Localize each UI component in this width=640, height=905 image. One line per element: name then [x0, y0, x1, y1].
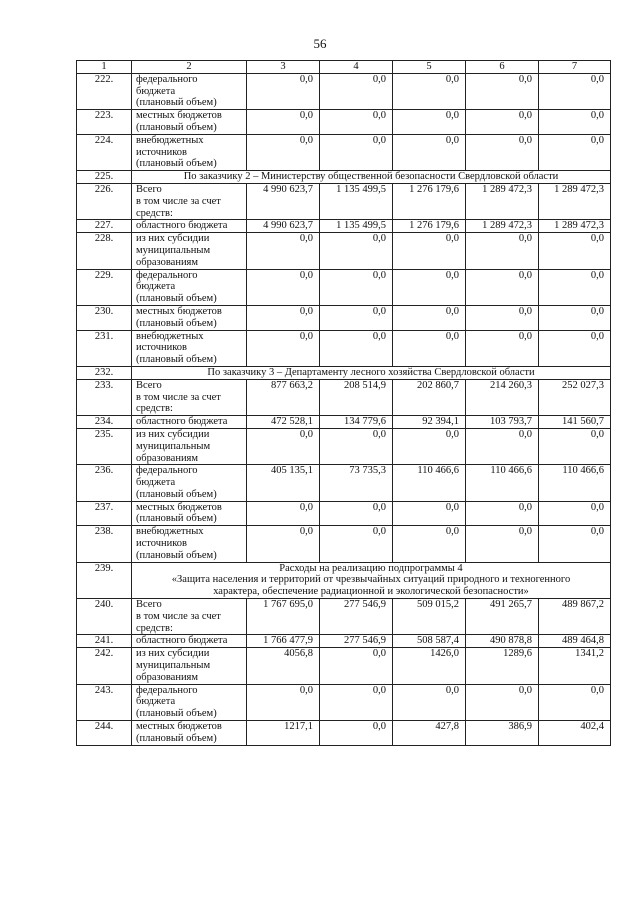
value-cell: 0,0	[393, 526, 466, 562]
row-label-line: (плановый объем)	[136, 158, 217, 170]
row-label-line: бюджета	[136, 477, 176, 489]
row-label-line: бюджета	[136, 85, 176, 97]
table-row	[77, 684, 611, 720]
row-label-line: (плановый объем)	[136, 293, 217, 305]
value-cell: 0,0	[320, 721, 393, 746]
value-cell: 0,0	[393, 134, 466, 170]
row-number: 243.	[77, 684, 132, 720]
value-cell: 0,0	[466, 526, 539, 562]
column-header: 3	[247, 61, 320, 74]
row-label	[132, 183, 247, 219]
value-cell: 508 587,4	[393, 635, 466, 648]
value-cell: 110 466,6	[539, 465, 611, 501]
row-label	[132, 721, 247, 746]
value-cell: 0,0	[466, 428, 539, 464]
page-number: 56	[313, 36, 327, 51]
table-row	[77, 330, 611, 366]
table-row	[77, 428, 611, 464]
row-label-line: федерального	[136, 465, 198, 477]
value-cell: 214 260,3	[466, 379, 539, 415]
column-header: 2	[132, 61, 247, 74]
row-label	[132, 684, 247, 720]
value-cell: 1 135 499,5	[320, 220, 393, 233]
value-cell: 0,0	[393, 269, 466, 305]
value-cell: 0,0	[393, 428, 466, 464]
row-label	[132, 110, 247, 135]
table-row	[77, 379, 611, 415]
row-label	[132, 428, 247, 464]
section-row	[77, 562, 611, 598]
column-header: 6	[466, 61, 539, 74]
value-cell: 134 779,6	[320, 416, 393, 429]
row-label-line: внебюджетных	[136, 526, 204, 538]
row-label-line: средств:	[136, 403, 173, 415]
row-number: 227.	[77, 220, 132, 233]
value-cell: 1 766 477,9	[247, 635, 320, 648]
value-cell: 0,0	[320, 73, 393, 109]
value-cell: 0,0	[247, 684, 320, 720]
section-row	[77, 366, 611, 379]
row-label-line: источников	[136, 342, 188, 354]
row-label-line: местных бюджетов	[136, 501, 222, 513]
value-cell: 1 289 472,3	[539, 183, 611, 219]
table-row	[77, 73, 611, 109]
value-cell: 1 767 695,0	[247, 599, 320, 635]
row-label-line: федерального	[136, 269, 198, 281]
table-row	[77, 416, 611, 429]
value-cell: 402,4	[539, 721, 611, 746]
row-label-line: в том числе за счет	[136, 610, 221, 622]
section-title	[132, 171, 611, 184]
value-cell: 0,0	[539, 233, 611, 269]
row-number: 242.	[77, 648, 132, 684]
value-cell: 4 990 623,7	[247, 220, 320, 233]
value-cell: 0,0	[393, 501, 466, 526]
row-number: 226.	[77, 183, 132, 219]
row-label-line: внебюджетных	[136, 330, 204, 342]
value-cell: 202 860,7	[393, 379, 466, 415]
table-row	[77, 269, 611, 305]
row-label-line: областного бюджета	[136, 416, 228, 428]
row-label-line: из них субсидии	[136, 428, 210, 440]
row-label-line: муниципальным	[136, 244, 211, 256]
value-cell: 0,0	[247, 305, 320, 330]
value-cell: 0,0	[539, 134, 611, 170]
value-cell: 0,0	[466, 501, 539, 526]
section-title-line: По заказчику 3 – Департаменту лесного хозяйства Свердловской области	[207, 366, 535, 378]
table-row	[77, 183, 611, 219]
row-label	[132, 330, 247, 366]
row-label-line: (плановый объем)	[136, 488, 217, 500]
row-label-line: внебюджетных	[136, 134, 204, 146]
row-number: 238.	[77, 526, 132, 562]
value-cell: 0,0	[247, 330, 320, 366]
value-cell: 1 289 472,3	[466, 220, 539, 233]
value-cell: 491 265,7	[466, 599, 539, 635]
value-cell: 92 394,1	[393, 416, 466, 429]
value-cell: 0,0	[247, 134, 320, 170]
value-cell: 73 735,3	[320, 465, 393, 501]
row-label-line: источников	[136, 538, 188, 550]
row-label	[132, 305, 247, 330]
value-cell: 0,0	[466, 305, 539, 330]
row-number: 234.	[77, 416, 132, 429]
value-cell: 0,0	[393, 233, 466, 269]
row-number: 223.	[77, 110, 132, 135]
row-label	[132, 416, 247, 429]
header-row	[77, 61, 611, 74]
section-title-line: По заказчику 2 – Министерству общественной безопасности Свердловской области	[183, 171, 559, 183]
section-title-line: характера, обеспечение радиационной и экологической безопасности»	[213, 586, 529, 598]
row-number: 236.	[77, 465, 132, 501]
row-label-line: образованиям	[136, 452, 199, 464]
row-label	[132, 220, 247, 233]
value-cell: 0,0	[539, 428, 611, 464]
table-row	[77, 465, 611, 501]
row-number: 230.	[77, 305, 132, 330]
row-number: 222.	[77, 73, 132, 109]
row-number: 225.	[77, 171, 132, 184]
value-cell: 1289,6	[466, 648, 539, 684]
row-number: 240.	[77, 599, 132, 635]
value-cell: 0,0	[466, 110, 539, 135]
section-title	[132, 366, 611, 379]
value-cell: 0,0	[466, 684, 539, 720]
value-cell: 405 135,1	[247, 465, 320, 501]
row-label	[132, 599, 247, 635]
column-header: 5	[393, 61, 466, 74]
value-cell: 0,0	[320, 110, 393, 135]
value-cell: 0,0	[320, 269, 393, 305]
row-number: 244.	[77, 721, 132, 746]
value-cell: 386,9	[466, 721, 539, 746]
value-cell: 0,0	[539, 684, 611, 720]
value-cell: 1341,2	[539, 648, 611, 684]
row-label-line: местных бюджетов	[136, 721, 222, 733]
value-cell: 1 276 179,6	[393, 183, 466, 219]
row-label-line: из них субсидии	[136, 648, 210, 660]
row-label-line: Всего	[136, 379, 162, 391]
value-cell: 110 466,6	[466, 465, 539, 501]
row-label	[132, 379, 247, 415]
value-cell: 0,0	[320, 684, 393, 720]
value-cell: 0,0	[466, 134, 539, 170]
value-cell: 141 560,7	[539, 416, 611, 429]
value-cell: 1217,1	[247, 721, 320, 746]
value-cell: 1426,0	[393, 648, 466, 684]
value-cell: 0,0	[466, 330, 539, 366]
value-cell: 0,0	[320, 305, 393, 330]
row-number: 237.	[77, 501, 132, 526]
value-cell: 0,0	[247, 526, 320, 562]
value-cell: 4056,8	[247, 648, 320, 684]
row-label	[132, 635, 247, 648]
row-label	[132, 501, 247, 526]
row-label-line: (плановый объем)	[136, 317, 217, 329]
value-cell: 103 793,7	[466, 416, 539, 429]
value-cell: 472 528,1	[247, 416, 320, 429]
value-cell: 0,0	[320, 428, 393, 464]
value-cell: 0,0	[466, 233, 539, 269]
value-cell: 1 135 499,5	[320, 183, 393, 219]
table-body	[77, 61, 611, 746]
value-cell: 277 546,9	[320, 635, 393, 648]
row-label	[132, 134, 247, 170]
value-cell: 0,0	[466, 269, 539, 305]
value-cell: 489 464,8	[539, 635, 611, 648]
row-label	[132, 465, 247, 501]
row-label-line: (плановый объем)	[136, 549, 217, 561]
value-cell: 1 289 472,3	[539, 220, 611, 233]
value-cell: 0,0	[393, 73, 466, 109]
column-header: 4	[320, 61, 393, 74]
row-label-line: (плановый объем)	[136, 513, 217, 525]
row-label	[132, 526, 247, 562]
value-cell: 427,8	[393, 721, 466, 746]
row-label-line: образованиям	[136, 671, 199, 683]
row-label-line: (плановый объем)	[136, 354, 217, 366]
table-row	[77, 501, 611, 526]
row-label-line: местных бюджетов	[136, 110, 222, 122]
row-label-line: бюджета	[136, 696, 176, 708]
table-row	[77, 220, 611, 233]
value-cell: 0,0	[320, 526, 393, 562]
value-cell: 0,0	[539, 526, 611, 562]
column-header: 7	[539, 61, 611, 74]
section-title-line: Расходы на реализацию подпрограммы 4	[279, 562, 463, 574]
row-label-line: из них субсидии	[136, 233, 210, 245]
row-label-line: областного бюджета	[136, 220, 228, 232]
table-row	[77, 110, 611, 135]
table-row	[77, 526, 611, 562]
row-label	[132, 233, 247, 269]
row-number: 232.	[77, 366, 132, 379]
row-label-line: Всего	[136, 183, 162, 195]
row-label-line: областного бюджета	[136, 635, 228, 647]
table-row	[77, 134, 611, 170]
table-row	[77, 305, 611, 330]
value-cell: 0,0	[320, 233, 393, 269]
table-row	[77, 233, 611, 269]
value-cell: 1 276 179,6	[393, 220, 466, 233]
value-cell: 0,0	[539, 305, 611, 330]
value-cell: 0,0	[320, 330, 393, 366]
value-cell: 509 015,2	[393, 599, 466, 635]
row-number: 231.	[77, 330, 132, 366]
value-cell: 0,0	[320, 134, 393, 170]
section-title-line: «Защита населения и территорий от чрезвычайных ситуаций природного и техногенного	[171, 574, 571, 586]
row-label-line: образованиям	[136, 256, 199, 268]
value-cell: 0,0	[539, 73, 611, 109]
value-cell: 0,0	[247, 428, 320, 464]
value-cell: 277 546,9	[320, 599, 393, 635]
value-cell: 4 990 623,7	[247, 183, 320, 219]
section-row	[77, 171, 611, 184]
section-title	[132, 562, 611, 598]
row-label-line: (плановый объем)	[136, 97, 217, 109]
row-label-line: муниципальным	[136, 660, 211, 672]
value-cell: 0,0	[320, 501, 393, 526]
value-cell: 0,0	[247, 269, 320, 305]
row-label-line: (плановый объем)	[136, 732, 217, 744]
value-cell: 0,0	[320, 648, 393, 684]
value-cell: 0,0	[393, 110, 466, 135]
value-cell: 0,0	[393, 330, 466, 366]
value-cell: 0,0	[247, 501, 320, 526]
value-cell: 877 663,2	[247, 379, 320, 415]
row-number: 235.	[77, 428, 132, 464]
row-label-line: муниципальным	[136, 440, 211, 452]
value-cell: 489 867,2	[539, 599, 611, 635]
table-row	[77, 599, 611, 635]
row-label	[132, 269, 247, 305]
row-number: 224.	[77, 134, 132, 170]
column-header: 1	[77, 61, 132, 74]
value-cell: 0,0	[393, 684, 466, 720]
row-number: 233.	[77, 379, 132, 415]
value-cell: 0,0	[247, 110, 320, 135]
row-label-line: федерального	[136, 684, 198, 696]
row-label-line: в том числе за счет	[136, 391, 221, 403]
value-cell: 0,0	[539, 110, 611, 135]
value-cell: 1 289 472,3	[466, 183, 539, 219]
value-cell: 110 466,6	[393, 465, 466, 501]
row-label-line: источников	[136, 146, 188, 158]
table-row	[77, 635, 611, 648]
row-label-line: бюджета	[136, 281, 176, 293]
row-label-line: Всего	[136, 599, 162, 611]
row-label-line: в том числе за счет	[136, 195, 221, 207]
value-cell: 252 027,3	[539, 379, 611, 415]
value-cell: 208 514,9	[320, 379, 393, 415]
row-number: 229.	[77, 269, 132, 305]
value-cell: 0,0	[539, 269, 611, 305]
row-number: 239.	[77, 562, 132, 598]
row-label-line: (плановый объем)	[136, 708, 217, 720]
row-number: 241.	[77, 635, 132, 648]
row-label-line: (плановый объем)	[136, 121, 217, 133]
row-label-line: средств:	[136, 207, 173, 219]
value-cell: 0,0	[247, 233, 320, 269]
row-number: 228.	[77, 233, 132, 269]
row-label-line: местных бюджетов	[136, 305, 222, 317]
row-label	[132, 648, 247, 684]
row-label	[132, 73, 247, 109]
row-label-line: средств:	[136, 622, 173, 634]
budget-table	[76, 60, 611, 746]
value-cell: 0,0	[393, 305, 466, 330]
row-label-line: федерального	[136, 73, 198, 85]
value-cell: 0,0	[539, 501, 611, 526]
value-cell: 490 878,8	[466, 635, 539, 648]
value-cell: 0,0	[466, 73, 539, 109]
value-cell: 0,0	[247, 73, 320, 109]
table-row	[77, 648, 611, 684]
table-row	[77, 721, 611, 746]
value-cell: 0,0	[539, 330, 611, 366]
